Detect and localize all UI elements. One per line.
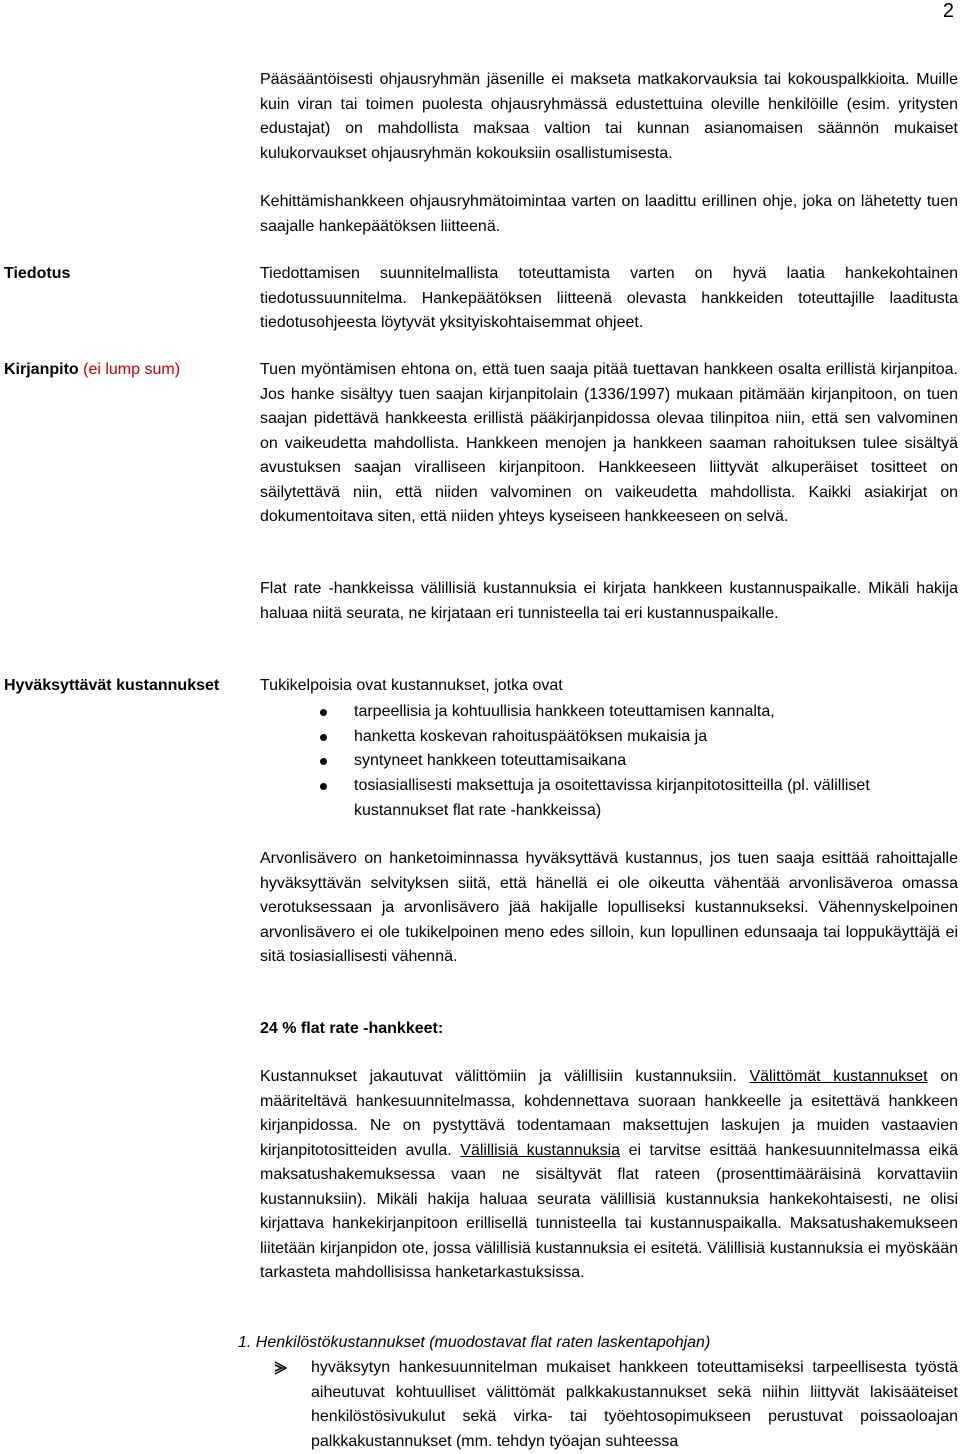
item-title: Henkilöstökustannukset (muodostavat flat raten laskentapohjan) xyxy=(255,1334,711,1351)
paragraph-flat-rate-24: Kustannukset jakautuvat välittömiin ja välillisiin kustannuksiin. Välittömät kustannukset on määriteltävä hankesuunnitelmassa, kohdennettava suoraan hankkeelle ja esitettävä hankkeen kirjanpidossa. Ne on pystyttävä todentamaan maksettujen laskujen ja muiden vastaavien kirjanpitotositteiden avulla. Välillisiä kustannuksia ei tarvitse esittää hankesuunnitelmassa eikä maksatushakemuksessa vaan ne sisältyvät flat rateen (prosenttimääräisinä korvattaviin kustannuksiin). Mikäli hakija haluaa seurata välillisiä kustannuksia hankekohtaisesti, ne olisi kirjattava hankekirjanpitoon erillisellä tunnisteella tai kustannuspaikalla. Maksatushakemukseen liitetään kirjanpidon ote, jossa välillisiä kustannuksia ei esitetä. Välillisiä kustannuksia ei myöskään tarkasteta mahdollisissa hanketarkastuksissa. xyxy=(260,1068,958,1281)
section-label-hyvaksyttavat: Hyväksyttävät kustannukset xyxy=(4,677,220,694)
paragraph-kirjanpito: Tuen myöntämisen ehtona on, että tuen saaja pitää tuettavan hankkeen osalta erillistä kirjanpitoa. Jos hanke sisältyy tuen saajan kirjanpitolain (1336/1997) mukaan pitämään kirjanpitoon, on tuen saajan pidettävä hankkeesta erillistä pääkirjanpidossa olevaa tilinpitoa niin, että sen valvominen on vaikeudetta mahdollista. Hankkeen menojen ja hankkeen saaman rahoituksen tulee sisältyä avustuksen saajan viralliseen kirjanpitoon. Hankkeeseen liittyvät alkuperäiset tositteet on säilytettävä niin, että niiden valvominen on vaikeudetta mahdollista. Kaikki asiakirjat on dokumentoitava siten, että niiden yhteys kyseiseen hankkeeseen on selvä. xyxy=(260,361,958,525)
list-item: tosiasiallisesti maksettuja ja osoitettavissa kirjanpitotositteilla (pl. välilliset kustannukset flat rate -hankkeissa) xyxy=(320,774,958,823)
bullet-icon xyxy=(320,783,327,790)
list-item: hanketta koskevan rahoituspäätöksen mukaisia ja xyxy=(320,725,960,750)
section-label-kirjanpito xyxy=(4,358,180,383)
paragraph-intro: Pääsääntöisesti ohjausryhmän jäsenille ei makseta matkakorvauksia tai kokouspalkkioita. Muille kuin viran tai toimen puolesta ohjausryhmässä edustettuina oleville henkilöille (esim. yritysten edustajat) on mahdollista maksaa valtion tai kunnan asianomaisen säännön mukaiset kulukorvaukset ohjausryhmän kokouksiin osallistumisesta. xyxy=(260,71,958,162)
paragraph-alv: Arvonlisävero on hanketoiminnassa hyväksyttävä kustannus, jos tuen saaja esittää rahoittajalle hyväksyttävän selvityksen siitä, että hänellä ei ole oikeutta vähentää arvonlisäveroa omassa verotuksessaan ja arvonlisävero jää hakijalle lopulliseksi kustannukseksi. Vähennyskelpoinen arvonlisävero ei ole tukikelpoinen meno edes silloin, kun lopullinen edunsaaja tai loppukäyttäjä ei sitä tosiasiallisesti vähennä. xyxy=(260,850,958,965)
bullet-icon xyxy=(320,734,327,741)
paragraph-hyvaksyttavat-intro: Tukikelpoisia ovat kustannukset, jotka ovat xyxy=(260,677,563,694)
arrow-item-text: hyväksytyn hankesuunnitelman mukaiset hankkeen toteuttamiseksi tarpeellisesta työstä aiheutuvat kohtuulliset välittömät palkkakustannukset sekä niihin liittyvät lakisääteiset henkilöstösivukulut sekä virka- tai työehtosopimukseen perustuvat poissaoloajan palkkakustannukset (mm. tehdyn työajan suhteessa xyxy=(311,1359,958,1450)
page-number: 2 xyxy=(942,0,954,22)
paragraph-ohje: Kehittämishankkeen ohjausryhmätoimintaa varten on laadittu erillinen ohje, joka on lähetetty tuen saajalle hankepäätöksen liitteenä. xyxy=(260,193,958,235)
list-item: tarpeellisia ja kohtuullisia hankkeen toteuttamisen kannalta, xyxy=(320,700,960,725)
bullet-icon xyxy=(320,758,327,765)
kirjanpito-label: Kirjanpito xyxy=(4,361,79,378)
paragraph-flat-rate: Flat rate -hankkeissa välillisiä kustannuksia ei kirjata hankkeen kustannuspaikalle. Mikäli hakija haluaa niitä seurata, ne kirjataan eri tunnisteella tai eri kustannuspaikalle. xyxy=(260,580,958,622)
paragraph-tiedotus: Tiedottamisen suunnitelmallista toteuttamista varten on hyvä laatia hankekohtainen tiedotussuunnitelma. Hankepäätöksen liitteenä olevasta hankkeiden toteuttajille laaditusta tiedotusohjeesta löytyvät yksityiskohtaisemmat ohjeet. xyxy=(260,265,958,331)
numbered-item xyxy=(238,1331,710,1356)
eligible-costs-list xyxy=(320,700,960,824)
arrow-bullet-icon xyxy=(274,1356,288,1384)
heading-flat-rate-24: 24 % flat rate -hankkeet: xyxy=(260,1020,444,1037)
item-number: 1. xyxy=(238,1334,252,1351)
kirjanpito-label-note: (ei lump sum) xyxy=(83,361,181,378)
section-label-tiedotus: Tiedotus xyxy=(4,265,71,282)
list-item: syntyneet hankkeen toteuttamisaikana xyxy=(320,749,960,774)
bullet-icon xyxy=(320,709,327,716)
